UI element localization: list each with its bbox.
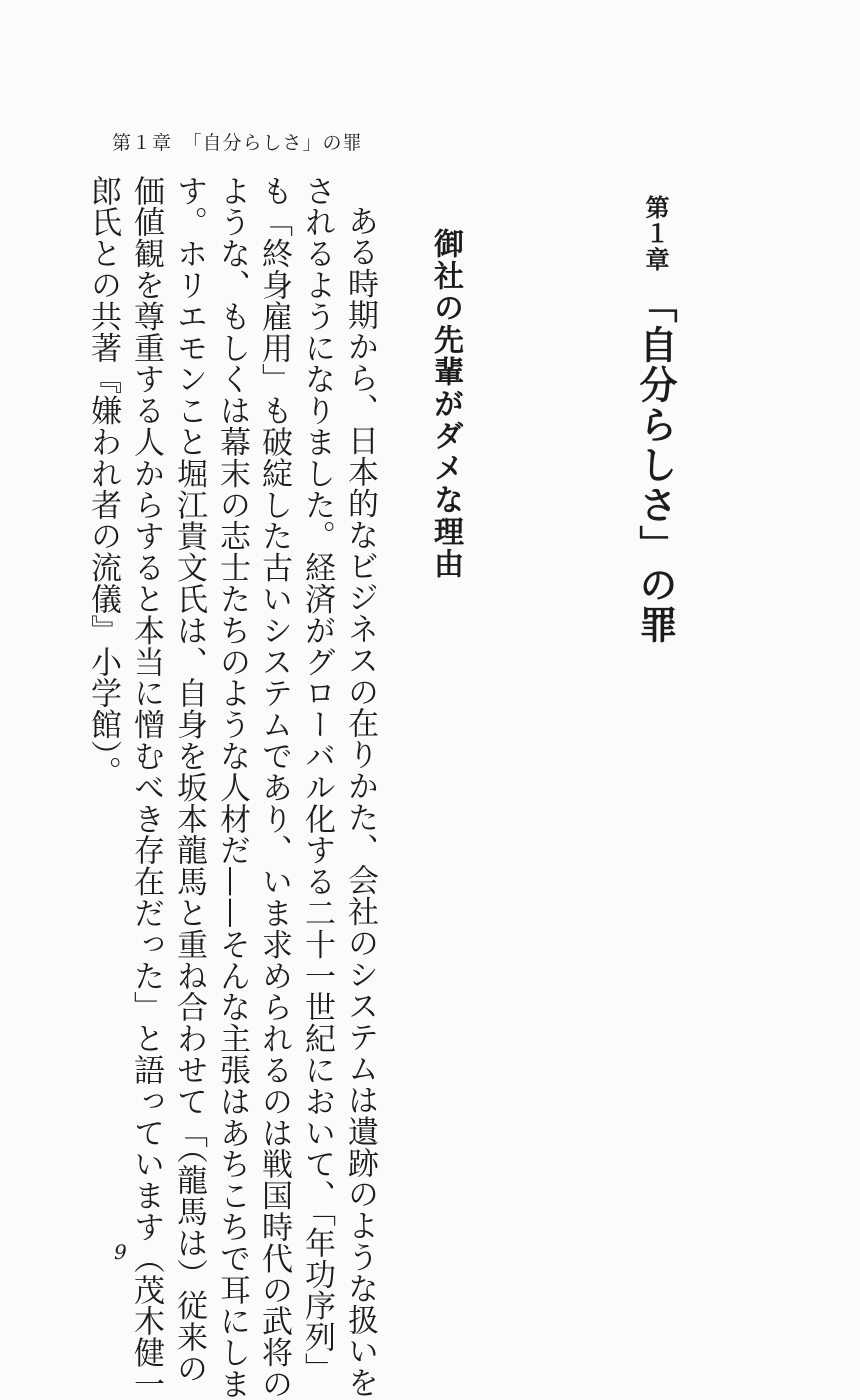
chapter-label: 第１章 <box>641 195 670 273</box>
body-line-5: す。ホリエモンこと堀江貴文氏は、自身を坂本龍馬と重ね合わせて「（龍馬は）従来の <box>171 175 207 1385</box>
body-line-6: 価値観を尊重する人からすると本当に憎むべき存在だった」と語っています（茂木健一 <box>128 175 164 1400</box>
body-line-3: も「終身雇用」も破綻した古いシステムであり、いま求められるのは戦国時代の武将の <box>256 175 292 1400</box>
running-head: 第１章 「自分らしさ」の罪 <box>112 132 363 154</box>
page-number: 9 <box>114 1240 127 1264</box>
body-line-4: ような、もしくは幕末の志士たちのような人材だ——そんな主張はあちこちで耳にしま <box>214 175 250 1400</box>
body-line-2: されるようになりました。経済がグローバル化する二十一世紀において、「年功序列」 <box>299 175 335 1385</box>
section-heading: 御社の先輩がダメな理由 <box>428 228 463 580</box>
body-line-7: 郎氏との共著『嫌われ者の流儀』小学館）。 <box>85 175 121 788</box>
chapter-title: 「自分らしさ」の罪 <box>633 285 678 645</box>
body-line-1: ある時期から、日本的なビジネスの在りかた、会社のシステムは遺跡のような扱いを <box>342 205 378 1399</box>
